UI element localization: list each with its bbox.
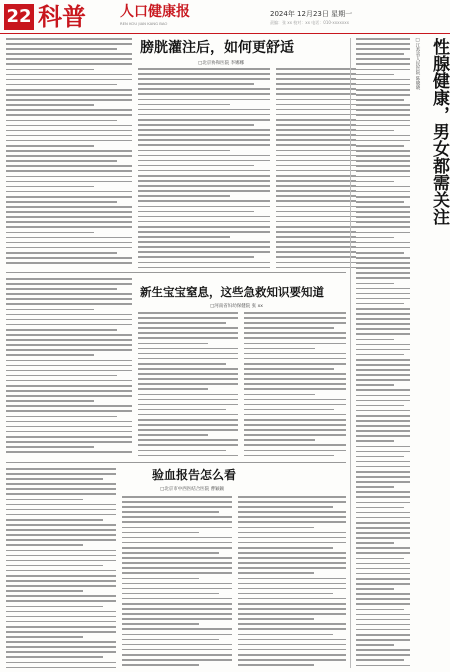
article-1-column-2 [138,68,270,268]
article-4-column-2 [122,496,232,668]
section-divider [6,272,346,273]
article-2-byline: □江苏省人民医院 陈晓晓 [415,38,420,90]
article-2-text [356,38,410,668]
article-4-column-1 [6,468,116,668]
masthead-info: 责编：张 xx 校对：xx 电话：010-xxxxxxx [270,20,349,25]
article-4-headline: 验血报告怎么看 [152,468,237,482]
article-1-left-column [6,38,132,268]
column-divider [350,38,351,668]
article-4-byline: □北京市中西医结合医院 曹颖颖 [160,487,225,492]
article-1-headline: 膀胱灌注后，如何更舒适 [140,40,294,56]
article-3-byline: □河南省妇幼保健院 张 xx [210,304,263,309]
article-4-column-3 [238,496,346,668]
section-divider-2 [6,462,346,463]
article-1-byline: □北京协和医院 李娜娜 [198,61,245,66]
issue-date: 2024年 12月23日 星期一 [270,10,353,18]
masthead [0,0,450,34]
section-title: 科普 [38,2,86,31]
page-number: 22 [4,4,34,30]
article-3-column-2 [138,312,238,458]
article-3-column-3 [244,312,346,458]
article-3-left-column [6,278,132,458]
article-2-headline: 性腺健康，男女都需关注 [429,38,449,225]
newspaper-logo-sub: REN KOU JIAN KANG BAO [120,21,168,26]
article-3-headline: 新生宝宝窒息，这些急救知识要知道 [140,285,324,299]
newspaper-logo: 人口健康报 [120,4,190,20]
